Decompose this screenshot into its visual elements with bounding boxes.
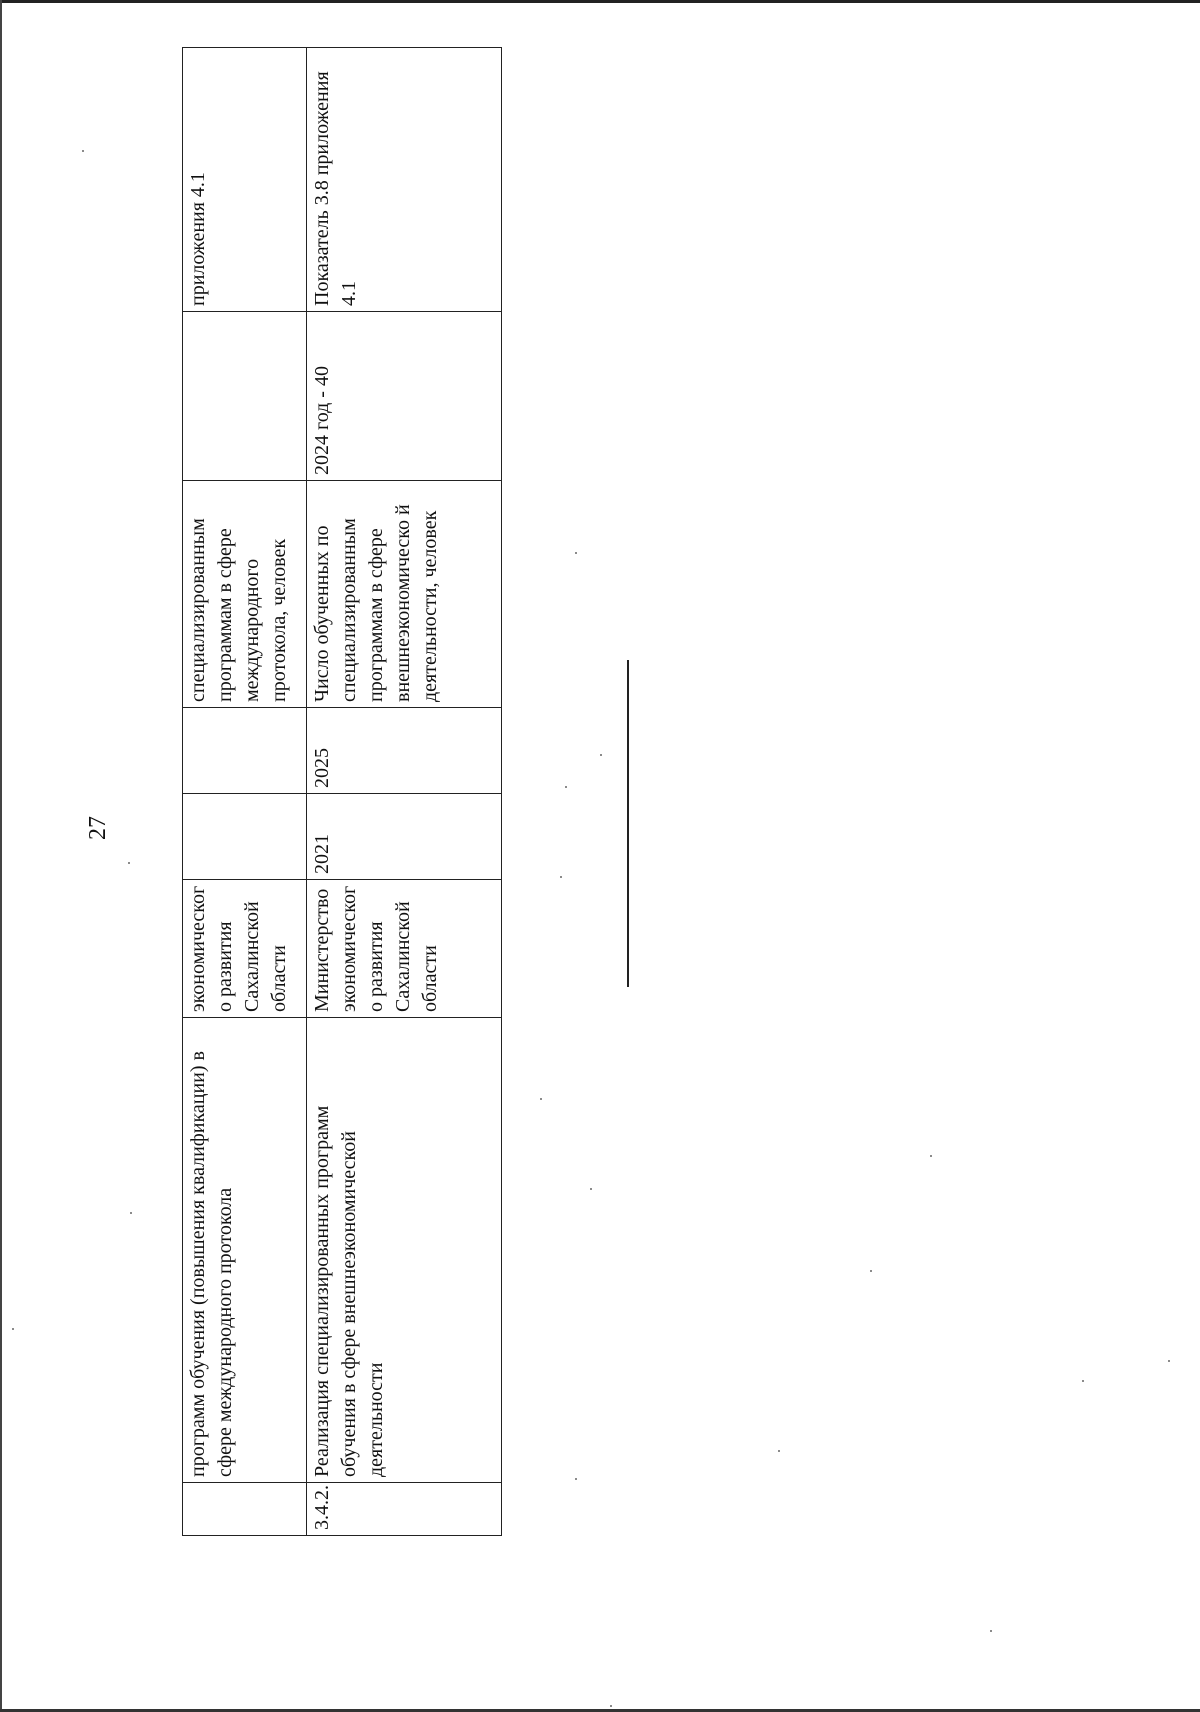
cell-executor: экономическог о развития Сахалинской области [183, 880, 307, 1018]
scan-speck [575, 552, 577, 554]
cell-measure: Реализация специализированных программ обучения в сфере внешнеэкономической деятельности [307, 1018, 502, 1483]
scan-speck [600, 754, 602, 756]
cell-indicator: Число обученных по специализированным программам в сфере внешнеэкономическо й деятельности, человек [307, 481, 502, 708]
cell-executor: Министерство экономическог о развития Сахалинской области [307, 880, 502, 1018]
scan-speck [540, 1098, 542, 1100]
measures-table [182, 47, 502, 1536]
scan-speck [1082, 1380, 1084, 1382]
scan-speck [610, 1705, 612, 1707]
scan-speck [590, 1188, 592, 1190]
cell-start-year [183, 794, 307, 880]
scan-speck [12, 1328, 14, 1330]
scan-left-edge [0, 0, 2, 1712]
scan-speck [82, 150, 84, 152]
scan-speck [870, 1270, 872, 1272]
scan-speck [575, 1478, 577, 1480]
scan-speck [778, 1450, 780, 1452]
cell-measure: программ обучения (повышения квалификации) в сфере международного протокола [183, 1018, 307, 1483]
cell-number [183, 1483, 307, 1536]
scan-top-edge [0, 0, 1200, 3]
cell-end-year [183, 708, 307, 794]
cell-reference: приложения 4.1 [183, 48, 307, 312]
cell-value: 2024 год - 40 [307, 312, 502, 481]
cell-value [183, 312, 307, 481]
page-number: 27 [85, 816, 111, 840]
closing-rule [627, 660, 629, 987]
cell-reference: Показатель 3.8 приложения 4.1 [307, 48, 502, 312]
scan-speck [1168, 1360, 1170, 1362]
rotated-table-wrapper [182, 48, 501, 1536]
cell-number: 3.4.2. [307, 1483, 502, 1536]
table-row [183, 48, 307, 1536]
scan-speck [565, 786, 567, 788]
table-row [307, 48, 502, 1536]
scan-speck [130, 1212, 132, 1214]
scan-speck [128, 862, 130, 864]
cell-end-year: 2025 [307, 708, 502, 794]
cell-indicator: специализированным программам в сфере международного протокола, человек [183, 481, 307, 708]
scan-speck [930, 1155, 932, 1157]
scan-speck [560, 876, 562, 878]
cell-start-year: 2021 [307, 794, 502, 880]
scan-speck [990, 1630, 992, 1632]
